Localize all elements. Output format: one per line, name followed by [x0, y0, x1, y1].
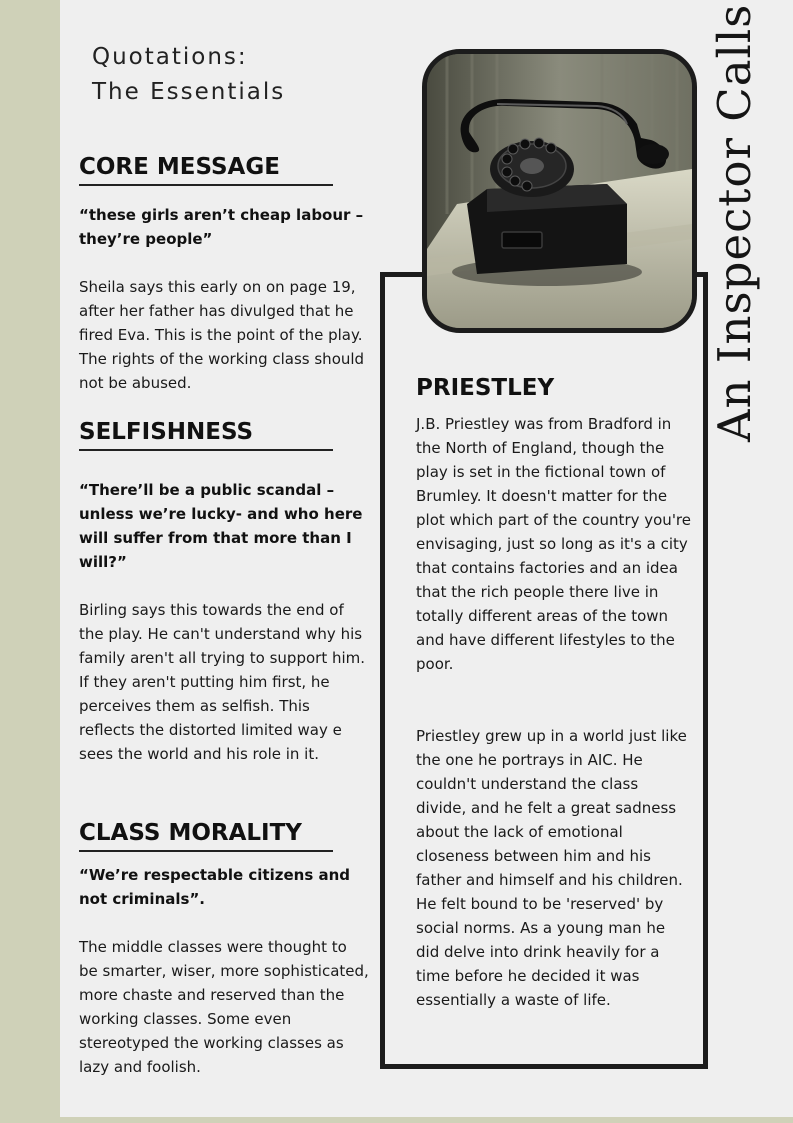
priestley-heading: PRIESTLEY — [416, 375, 555, 401]
core-message-quote: “these girls aren’t cheap labour – they’re people” — [79, 206, 364, 248]
core-message-body: Sheila says this early on on page 19, after her father has divulged that he fired Eva. This is the point of the play. The rights of the working class should not be abused. — [79, 278, 365, 392]
page-title-line-1: Quotations: — [92, 44, 248, 70]
telephone-icon — [427, 54, 692, 328]
core-message-heading: CORE MESSAGE — [79, 152, 333, 186]
page-title-line-2: The Essentials — [92, 79, 286, 105]
side-accent-strip — [0, 0, 60, 1123]
class-morality-body: The middle classes were thought to be smarter, wiser, more sophisticated, more chaste and reserved than the working classes. Some even stereotyped the working classes as lazy and foolish. — [79, 938, 369, 1076]
selfishness-quote: “There’ll be a public scandal – unless we’re lucky- and who here will suffer from that more than I will?” — [79, 481, 363, 571]
page-title — [92, 40, 285, 110]
priestley-paragraph-2: Priestley grew up in a world just like the one he portrays in AIC. He couldn't understand the class divide, and he felt a great sadness about the lack of emotional closeness between him and his father and himself and his children. He felt bound to be 'reserved' by social norms. As a young man he did delve into drink heavily for a time before he decided it was essentially a waste of life. — [416, 727, 687, 1009]
vertical-play-title: An Inspector Calls — [708, 3, 761, 442]
selfishness-heading: SELFISHNESS — [79, 417, 333, 451]
priestley-paragraph-1: J.B. Priestley was from Bradford in the North of England, though the play is set in the fictional town of Brumley. It doesn't matter for the plot which part of the country you're envisaging, just so long as it's a city that contains factories and an idea that the rich people there live in totally different areas of the town and have different lifestyles to the poor. — [416, 415, 692, 673]
bottom-accent-strip — [60, 1117, 793, 1123]
telephone-photo — [422, 49, 697, 333]
class-morality-quote: “We’re respectable citizens and not criminals”. — [79, 866, 351, 908]
selfishness-body: Birling says this towards the end of the play. He can't understand why his family aren't all trying to support him. If they aren't putting him first, he perceives them as selfish. This reflects the distorted limited way e sees the world and his role in it. — [79, 601, 366, 763]
class-morality-heading: CLASS MORALITY — [79, 818, 333, 852]
